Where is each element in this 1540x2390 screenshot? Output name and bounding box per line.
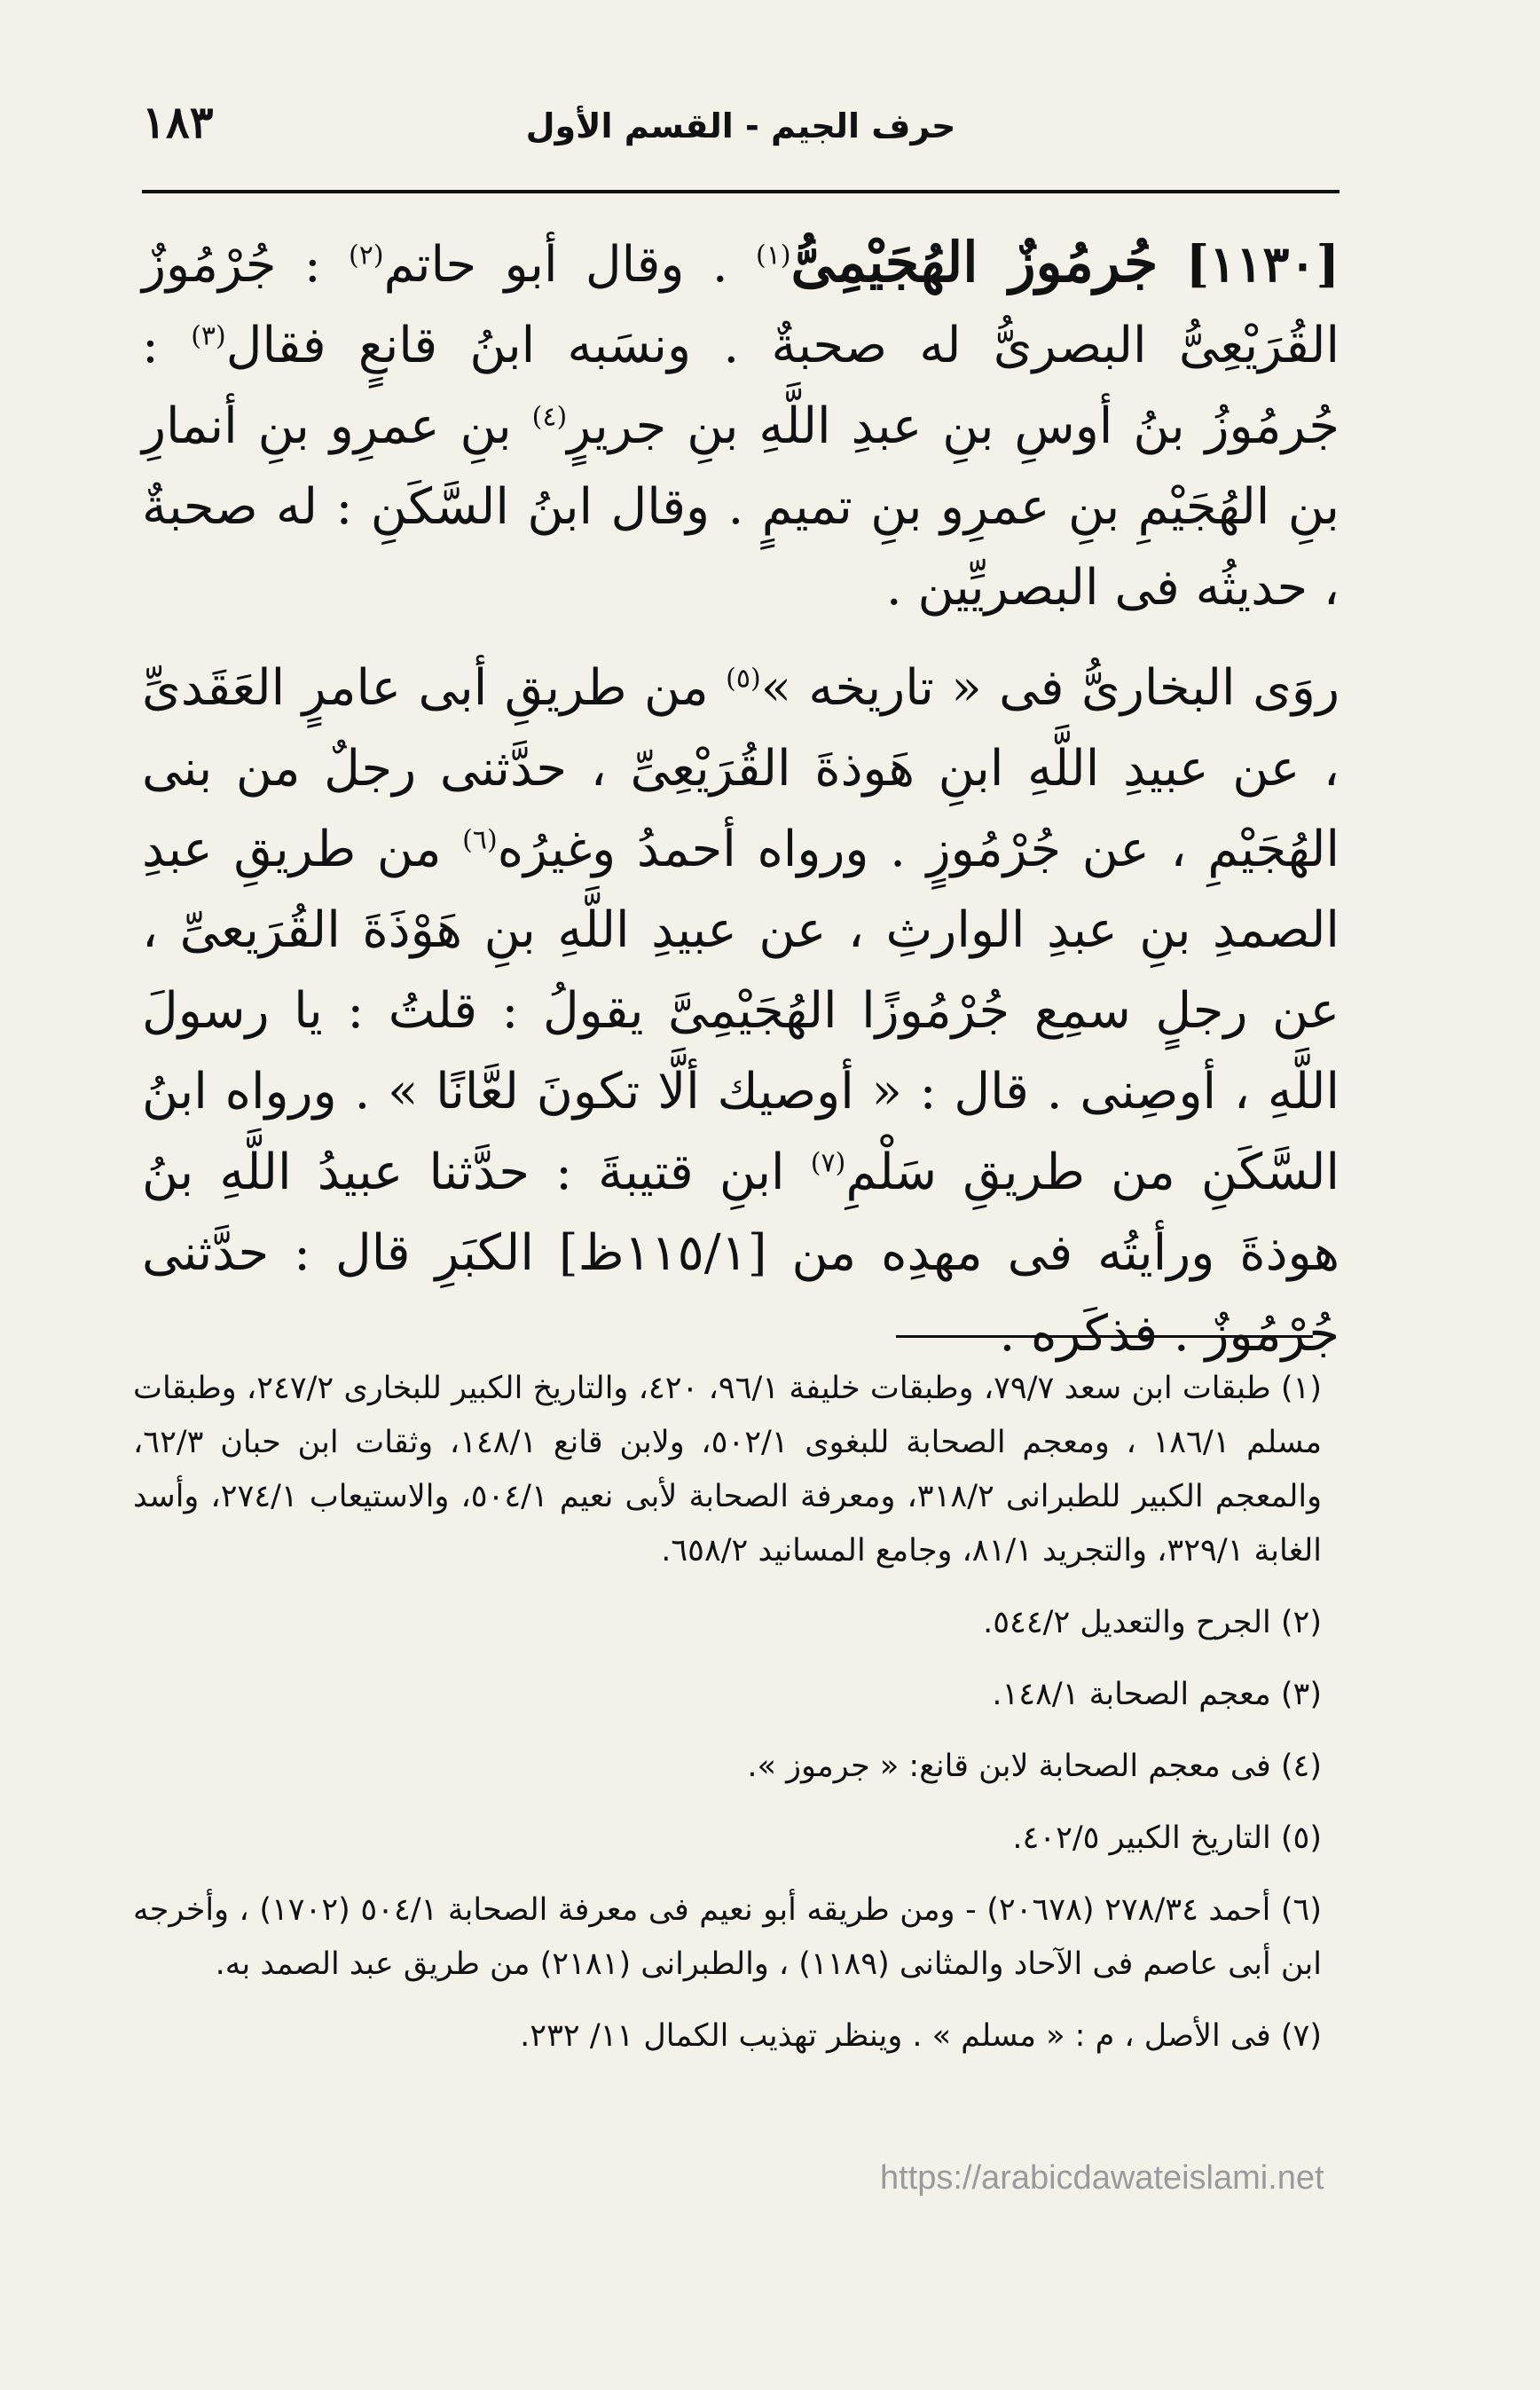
text-run: روَى البخارىُّ فى « تاريخه » (760, 659, 1340, 717)
footnote-7: (٧) فى الأصل ، م : « مسلم » . وينظر تهذيب الكمال ١١/ ٢٣٢. (520, 2018, 1322, 2054)
text-run: : جُرمُوزُ بنُ أوسِ بنِ عبدِ اللَّهِ بنِ جريرٍ (142, 317, 1340, 455)
text-run: . وقال أبو حاتم (383, 236, 756, 294)
paragraph (142, 648, 1340, 1374)
footnotes (133, 1362, 1322, 2081)
footnote-ref: (٥) (726, 663, 761, 695)
page-number: ١٨٣ (142, 96, 214, 148)
footnote-6: (٦) أحمد ٢٧٨/٣٤ (٢٠٦٧٨) - ومن طريقه أبو نعيم فى معرفة الصحابة ٥٠٤/١ (١٧٠٢) ، وأخرجه ابن أبى عاصم فى الآحاد والمثانى (١١٨٩) ، والطبرانى (٢١٨١) من طريق عبد الصمد به. (133, 1892, 1323, 1982)
footnote-4: (٤) فى معجم الصحابة لابن قانع: « جرموز ». (747, 1749, 1322, 1784)
page-header (142, 96, 1340, 167)
text-run: : جُرْمُوزٌ القُرَيْعِىُّ البصرىُّ له صحبةٌ . ونسَبه ابنُ قانعٍ فقال (142, 236, 1340, 374)
footnote-ref: (٤) (531, 401, 568, 433)
footnote-1: (١) طبقات ابن سعد ٧٩/٧، وطبقات خليفة ٩٦/١، ٤٢٠، والتاريخ الكبير للبخارى ٢٤٧/٢، وطبقات مسلم ١٨٦/١ ، ومعجم الصحابة للبغوى ٥٠٢/١، ولابن قانع ١٤٨/١، وثقات ابن حبان ٦٢/٣، والمعجم الكبير للطبرانى ٣١٨/٢، ومعرفة الصحابة لأبى نعيم ٥٠٤/١، والاستيعاب ٢٧٤/١، وأسد الغابة ٣٢٩/١، والتجريد ٨١/١، وجامع المسانيد ٦٥٨/٢. (133, 1371, 1323, 1568)
header-rule (142, 190, 1340, 193)
watermark: https://arabicdawateislami.net (880, 2159, 1324, 2197)
footnote-rule (896, 1335, 1313, 1338)
text-run: من طريقِ عبدِ الصمدِ بنِ عبدِ الوارثِ ، عن عبيدِ اللَّهِ بنِ هَوْذَةَ القُرَيعىِّ ، عن رجلٍ سمِع جُرْمُوزًا الهُجَيْمِىَّ يقولُ : قلتُ : يا رسولَ اللَّهِ ، أوصِنى . قال : « أوصيك ألَّا تكونَ لعَّانًا » . ورواه ابنُ السَّكَنِ من طريقِ سَلْمِ (142, 821, 1340, 1201)
footnote-3: (٣) معجم الصحابة ١٤٨/١. (992, 1677, 1322, 1712)
paragraph-text (142, 659, 1340, 1363)
footnote-2: (٢) الجرح والتعديل ٥٤٤/٢. (983, 1605, 1322, 1640)
body-text (142, 222, 1340, 1394)
footnote-ref: (٢) (349, 240, 384, 271)
footnote-ref: (٧) (810, 1147, 846, 1179)
paragraph-text (142, 236, 1340, 617)
running-title: حرف الجيم - القسم الأول (525, 106, 956, 145)
text-run: ابنِ قتيبةَ : حدَّثنا عبيدُ اللَّهِ بنُ هوذةَ ورأيتُه فى مهدِه من [١١٥/١ظ] الكبَرِ قال : حدَّثنى جُرْمُوزٌ . فذكَره . (142, 1144, 1340, 1363)
footnote-ref: (٣) (191, 320, 226, 352)
entry-number: [١١٣٠] (1185, 235, 1340, 294)
text-run: من طريقِ أبى عامرٍ العَقَدىِّ ، عن عبيدِ اللَّهِ ابنِ هَوذةَ القُرَيْعِىِّ ، حدَّثنى رجلٌ من بنى الهُجَيْمِ ، عن جُرْمُوزٍ . ورواه أحمدُ وغيرُه (142, 659, 1340, 878)
footnote-ref: (١) (755, 240, 791, 271)
footnote-ref: (٦) (462, 824, 498, 856)
footnote-5: (٥) التاريخ الكبير ٤٠٢/٥. (1012, 1820, 1322, 1856)
paragraph (142, 222, 1340, 628)
text-run: بنِ عمرِو بنِ أنمارِ بنِ الهُجَيْمِ بنِ عمرِو بنِ تميمٍ . وقال ابنُ السَّكَنِ : له صحبةٌ ، حديثُه فى البصريِّين . (142, 397, 1340, 617)
entry-name: جُرمُوزٌ الهُجَيْمِىُّ (790, 230, 1159, 295)
